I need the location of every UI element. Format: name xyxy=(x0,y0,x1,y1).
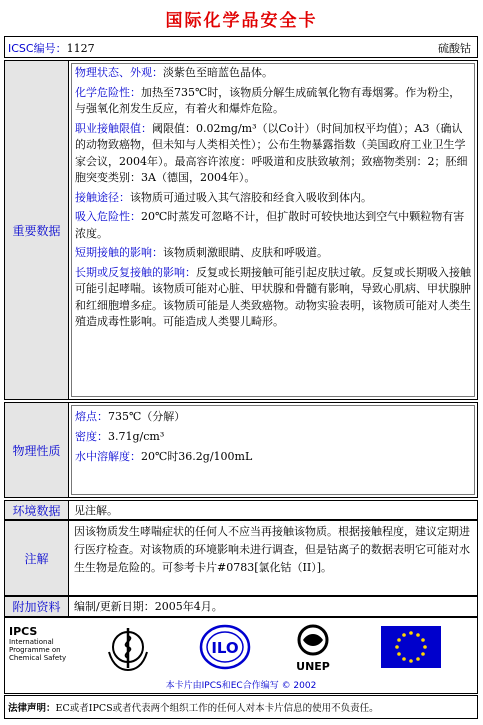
notes-section xyxy=(4,520,478,596)
chemical-name: 硫酸钴 xyxy=(438,42,471,55)
ilo-emblem-icon xyxy=(197,622,253,674)
icsc-value: 1127 xyxy=(66,42,95,55)
important-data-box xyxy=(71,63,475,397)
ipcs-block: IPCS International Programme on Chemical Safety xyxy=(9,625,67,662)
item-short-term-effects: 短期接触的影响：该物质刺激眼睛、皮肤和呼吸道。 xyxy=(75,246,328,259)
legal-text: EC或者IPCS或者代表两个组织工作的任何人对本卡片信息的使用不负责任。 xyxy=(55,703,379,714)
legal-statement xyxy=(4,695,478,719)
item-long-term-effects: 长期或反复接触的影响：反复或长期接触可能引起皮肤过敏。反复或长期吸入接触可能引起哮喘。该物质可能对心脏、甲状腺和骨髓有影响，导致心肌病、甲状腺肿和红细胞增多症。该物质可能是人类致癌物。动物实验表明，该物质可能对人类生殖造成毒性影响。可能造成人类婴儿畸形。 xyxy=(75,265,471,328)
card-title: 国际化学品安全卡 xyxy=(165,11,318,31)
item-inhalation-hazard: 吸入危险性：20℃时蒸发可忽略不计，但扩散时可较快地达到空气中颗粒物有害浓度。 xyxy=(75,210,465,240)
unep-text: UNEP xyxy=(296,660,330,673)
ipcs-title: IPCS xyxy=(9,625,38,638)
unep-emblem-icon xyxy=(290,622,336,674)
additional-info-section xyxy=(4,596,478,617)
eu-flag-icon xyxy=(381,626,441,668)
environmental-data-text: 见注解。 xyxy=(74,504,118,517)
melting-point: 熔点：735℃（分解） xyxy=(75,410,186,423)
header-row xyxy=(4,36,478,58)
physical-properties-content xyxy=(72,406,474,494)
item-exposure-limits: 职业接触限值：阈限值：0.02mg/m³（以Co计）（时间加权平均值）；A3（确认的动物致癌物，但未知与人类相关性）；公布生物暴露指数（美国政府工业卫生学家会议，2004年）。最高容许浓度：呼吸道和皮肤致敏剂；致癌物类别：2；胚细胞突变类别：3A（德国，2004年）。 xyxy=(75,121,468,184)
logos-row xyxy=(4,617,478,694)
who-emblem-icon xyxy=(103,622,153,674)
notes-label: 注解 xyxy=(5,521,69,595)
item-appearance: 物理状态、外观：淡紫色至暗蓝色晶体。 xyxy=(75,66,273,79)
ilo-text: ILO xyxy=(211,639,239,657)
additional-info-text: 编制/更新日期：2005年4月。 xyxy=(74,600,223,613)
physical-properties-section xyxy=(4,402,478,498)
environmental-data-label: 环境数据 xyxy=(5,501,69,519)
notes-text: 因该物质发生哮喘症状的任何人不应当再接触该物质。根据接触程度，建议定期进行医疗检查。对该物质的环境影响未进行调查，但是钴离子的数据表明它可能对水生生物是危险的。可参考卡片#0783[氯化钴（II）]。 xyxy=(74,525,470,574)
item-exposure-routes: 接触途径：该物质可通过吸入其气溶胶和经食入吸收到体内。 xyxy=(75,190,372,204)
additional-info-label: 附加资料 xyxy=(5,597,69,616)
water-solubility: 水中溶解度：20℃时36.2g/100mL xyxy=(75,450,253,463)
logos-caption: 本卡片由IPCS和EC合作编写 © 2002 xyxy=(165,681,317,691)
physical-properties-box xyxy=(71,405,475,495)
item-chemical-hazard: 化学危险性：加热至735℃时，该物质分解生成硫氧化物有毒烟雾。作为粉尘，与强氧化剂发生反应，有着火和爆炸危险。 xyxy=(75,85,461,115)
important-data-section xyxy=(4,60,478,400)
icsc-label: ICSC编号： xyxy=(8,42,67,55)
density: 密度：3.71g/cm³ xyxy=(75,430,165,443)
important-data-label: 重要数据 xyxy=(5,61,69,399)
environmental-data-section xyxy=(4,500,478,520)
important-data-content xyxy=(72,64,474,396)
icsc-number xyxy=(8,40,95,56)
legal-label: 法律声明： xyxy=(8,703,56,714)
physical-properties-label: 物理性质 xyxy=(5,403,69,497)
